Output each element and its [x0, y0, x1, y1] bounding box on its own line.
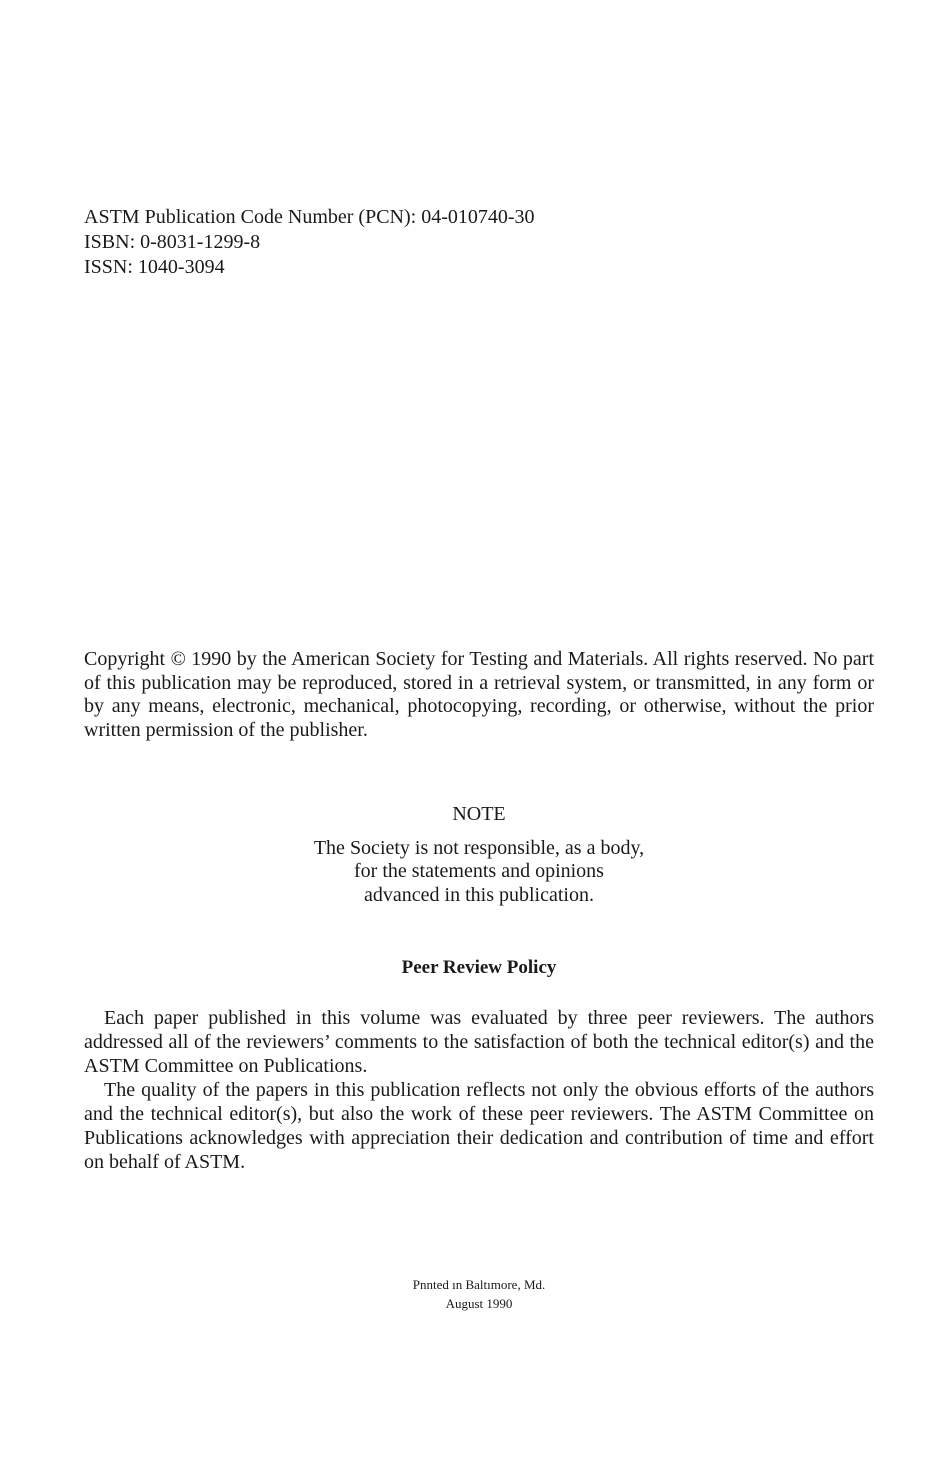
note-section [84, 803, 874, 907]
printed-location: Pnnted ın Baltımore, Md. [412, 1277, 546, 1292]
isbn-line: ISBN: 0-8031-1299-8 [84, 231, 261, 253]
pcn-line: ASTM Publication Code Number (PCN): 04-010740-30 [84, 206, 535, 228]
peer-review-paragraph: Each paper published in this volume was evaluated by three peer reviewers. The authors addressed all of the reviewers’ comments to the satisfaction of both the technical editor(s) and the ASTM Committee on Publications. [84, 1007, 874, 1077]
copyright-text: Copyright © 1990 by the American Society for Testing and Materials. All rights reserved. No part of this publication may be reproduced, stored in a retrieval system, or transmitted, in any form or by any means, electronic, mechanical, photocopying, recording, or otherwise, without the prior written permission of the publisher. [84, 648, 874, 741]
note-line: The Society is not responsible, as a body, [313, 836, 645, 859]
printed-info [84, 1275, 874, 1313]
publication-codes [84, 205, 874, 280]
note-heading: NOTE [452, 803, 506, 825]
peer-review-paragraph: The quality of the papers in this publication reflects not only the obvious efforts of the authors and the technical editor(s), but also the work of these peer reviewers. The ASTM Committee on Publications acknowledges with appreciation their dedication and contribution of time and effort on behalf of ASTM. [84, 1079, 874, 1173]
issn-line: ISSN: 1040-3094 [84, 256, 225, 278]
peer-review-heading: Peer Review Policy [401, 957, 557, 978]
printed-date: August 1990 [445, 1296, 513, 1311]
note-line: advanced in this publication. [364, 883, 594, 906]
copyright-notice [84, 648, 874, 742]
peer-review-policy [84, 1006, 874, 1174]
note-line: for the statements and opinions [354, 860, 604, 882]
